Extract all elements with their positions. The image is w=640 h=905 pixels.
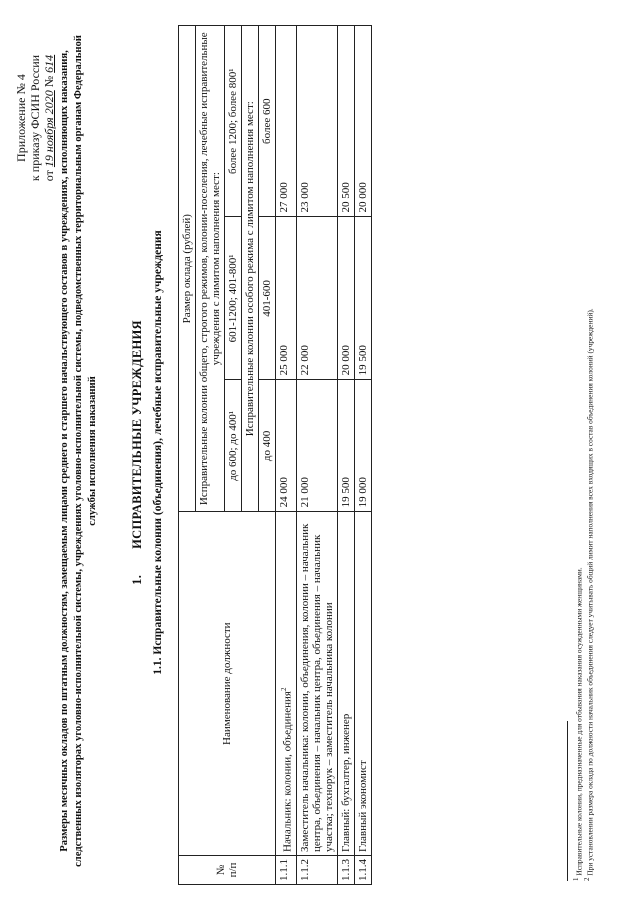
section-number: 1. xyxy=(130,574,144,585)
document-title: Размеры месячных окладов по штатным должностям, замещаемым лицами среднего и старшего начальствующего составов в учреждениях, исполняющих наказания, следственных изоляторах уголовно-исполнительной системы, учреждениях уголовно-исполнительной системы, подведомственных территориальным органам Федеральной службы исполнения наказаний xyxy=(59,35,98,867)
handwritten-number: 614 xyxy=(42,54,56,73)
footnote-mark: 2 xyxy=(583,877,591,881)
row-num: 1.1.2 xyxy=(296,856,337,885)
group1-col-1: до 600; до 400¹ xyxy=(225,380,242,512)
table-row xyxy=(354,26,371,885)
table-row xyxy=(337,26,354,885)
row-value: 21 000 xyxy=(296,380,337,512)
col-header-salary: Размер оклада (рублей) xyxy=(179,26,196,512)
appendix-header xyxy=(14,18,56,218)
row-num: 1.1.4 xyxy=(354,856,371,885)
group1-col-3: более 1200; более 800¹ xyxy=(225,26,242,218)
section-title: ИСПРАВИТЕЛЬНЫЕ УЧРЕЖДЕНИЯ xyxy=(130,320,144,549)
row-value: 22 000 xyxy=(296,217,337,380)
row-position: Главный экономист xyxy=(354,512,371,856)
footnote-text: При установлении размера оклада по должности начальник объединения следует учитывать общий лимит наполнения всех входящих в состав объединения колоний (учреждений). xyxy=(585,308,595,876)
row-value: 20 000 xyxy=(337,217,354,380)
salary-table xyxy=(178,25,372,885)
group2-col-3: более 600 xyxy=(259,26,276,218)
date-prefix: от xyxy=(42,170,56,182)
appendix-order-ref: к приказу ФСИН России xyxy=(28,54,42,182)
row-value: 19 500 xyxy=(354,217,371,380)
footnote-ref: 2 xyxy=(280,687,288,692)
footnote-divider xyxy=(567,721,568,881)
group1-header: Исправительные колонии общего, строгого режимов, колонии-поселения, лечебные исправительные учреждения с лимитом наполнения мест: xyxy=(196,26,225,512)
number-prefix: № xyxy=(42,75,56,88)
table-row xyxy=(276,26,297,885)
col-header-num: № п/п xyxy=(179,856,276,885)
section-heading xyxy=(130,0,145,905)
footnote-1 xyxy=(572,567,583,881)
group2-header: Исправительные колонии особого режима с лимитом наполнения мест: xyxy=(242,26,259,512)
row-position: Начальник: колонии, объединения$^2$ xyxy=(276,512,297,856)
row-value: 19 500 xyxy=(337,380,354,512)
footnote-2 xyxy=(583,308,594,881)
footnote-text: Исправительные колонии, предназначенные для отбывания наказания осужденными женщинами. xyxy=(574,567,584,876)
row-value: 20 000 xyxy=(354,26,371,218)
row-value: 24 000 xyxy=(276,380,297,512)
row-num: 1.1.1 xyxy=(276,856,297,885)
row-position: Главный: бухгалтер, инженер xyxy=(337,512,354,856)
row-position: Заместитель начальника: колонии, объединения, колонии – начальник центра, объединения – начальник центра, объединения – начальник участка; технорук – заместитель начальника колонии xyxy=(296,512,337,856)
handwritten-date: 19 ноября 2020 xyxy=(42,90,56,168)
group2-col-1: до 400 xyxy=(259,380,276,512)
table-row xyxy=(296,26,337,885)
group2-col-2: 401-600 xyxy=(259,217,276,380)
row-value: 25 000 xyxy=(276,217,297,380)
col-header-name: Наименование должности xyxy=(179,512,276,856)
row-value: 27 000 xyxy=(276,26,297,218)
row-value: 19 000 xyxy=(354,380,371,512)
group1-col-2: 601-1200; 401-800¹ xyxy=(225,217,242,380)
footnote-mark: 1 xyxy=(572,877,580,881)
subsection-heading: 1.1. Исправительные колонии (объединения), лечебные исправительные учреждения xyxy=(152,230,164,675)
appendix-number: Приложение № 4 xyxy=(14,74,28,162)
row-value: 23 000 xyxy=(296,26,337,218)
appendix-date-line xyxy=(42,18,56,218)
row-num: 1.1.3 xyxy=(337,856,354,885)
row-value: 20 500 xyxy=(337,26,354,218)
